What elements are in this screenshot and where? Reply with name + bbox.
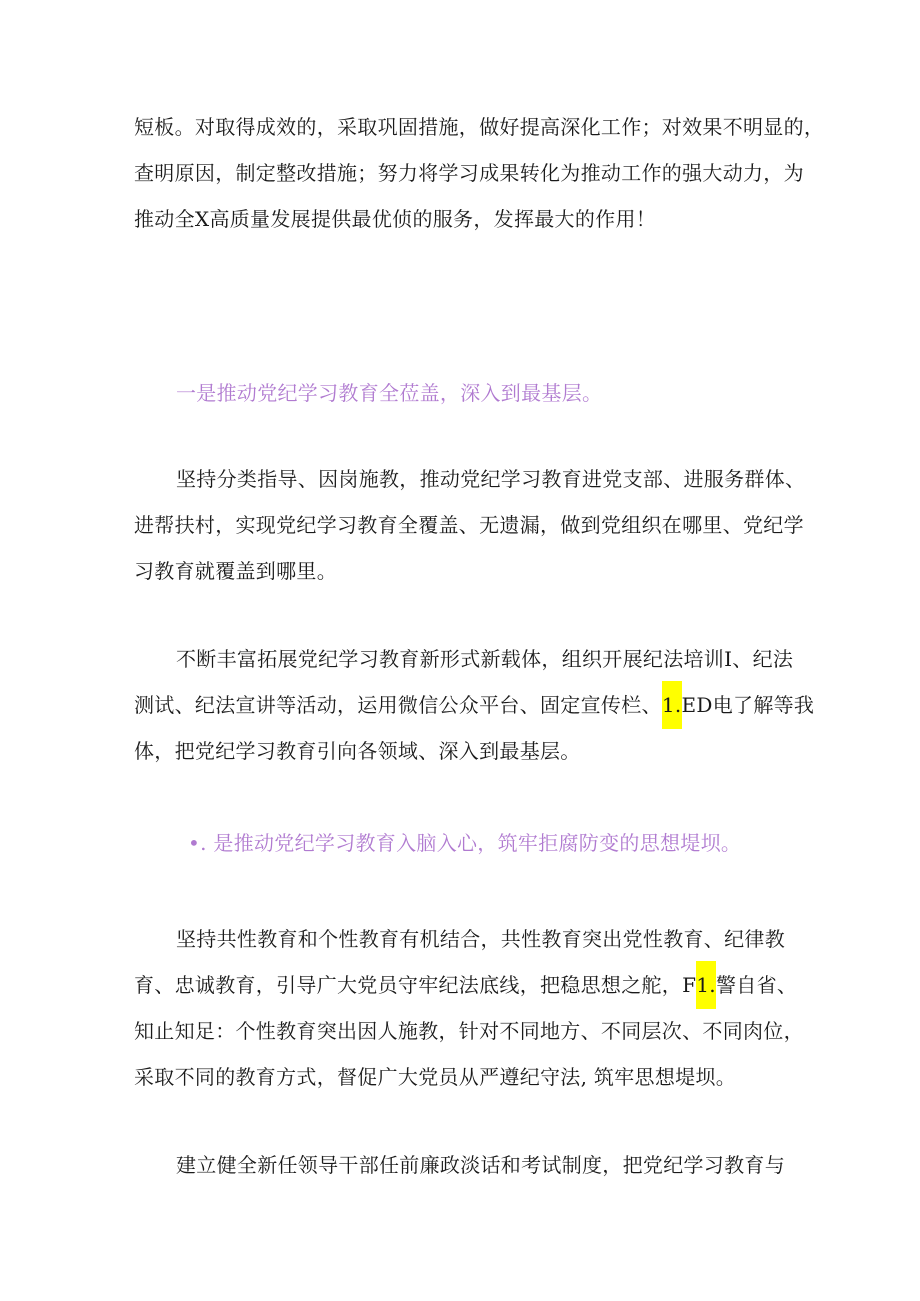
text-segment: ED电了解等我 [681, 693, 815, 717]
text-line: 坚持分类指导、因岗施教，推动党纪学习教育进党支部、进服务群体、 [176, 467, 806, 491]
highlighted-text: 1. [696, 961, 716, 1009]
paragraph-3 [134, 636, 815, 774]
paragraph-4 [134, 916, 804, 1100]
text-line: 短板。对取得成效的，采取巩固措施，做好提高深化工作；对效果不明显的， [134, 115, 825, 139]
text-line [134, 962, 798, 1008]
paragraph-5 [134, 1142, 794, 1188]
text-line: 体，把党纪学习教育引向各领域、深入到最基层。 [134, 739, 581, 763]
text-line: 不断丰富拓展党纪学习教育新形式新载体，组织开展纪法培训I、纪法 [176, 647, 794, 671]
text-line: 知止知足：个性教育突出因人施教，针对不同地方、不同层次、不同肉位， [134, 1019, 804, 1043]
text-line: 查明原因，制定整改措施；努力将学习成果转化为推动工作的强大动力，为 [134, 161, 804, 185]
section-heading-2: •. 是推动党纪学习教育入脑入心，筑牢拒腐防变的思想堤坝。 [188, 831, 742, 855]
text-line: 采取不同的教育方式，督促广大党员从严遵纪守法, 筑牢思想堤坝。 [134, 1065, 737, 1089]
text-segment: 警自省、 [715, 973, 798, 997]
paragraph-1 [134, 104, 825, 242]
text-segment: 测试、纪法宣讲等活动，运用微信公众平台、固定宣传栏、 [134, 693, 662, 717]
text-line: 习教育就覆盖到哪里。 [134, 559, 337, 583]
text-line: 进帮扶村，实现党纪学习教育全覆盖、无遗漏，做到党组织在哪里、党纪学 [134, 513, 804, 537]
paragraph-2 [134, 456, 806, 594]
section-heading-1: 一是推动党纪学习教育全莅盖，深入到最基层。 [176, 381, 603, 405]
text-segment: 育、忠诚教育，引导广大党员守牢纪法底线，把稳思想之舵，F [134, 973, 697, 997]
text-line: 建立健全新任领导干部任前廉政淡话和考试制度，把党纪学习教育与 [176, 1153, 785, 1177]
text-line: 推动全X高质量发展提供最优侦的服务，发挥最大的作用！ [134, 207, 657, 231]
highlighted-text: 1. [662, 681, 682, 729]
text-line [134, 682, 815, 728]
text-line: 坚持共性教育和个性教育有机结合，共性教育突出党性教育、纪律教 [176, 927, 785, 951]
